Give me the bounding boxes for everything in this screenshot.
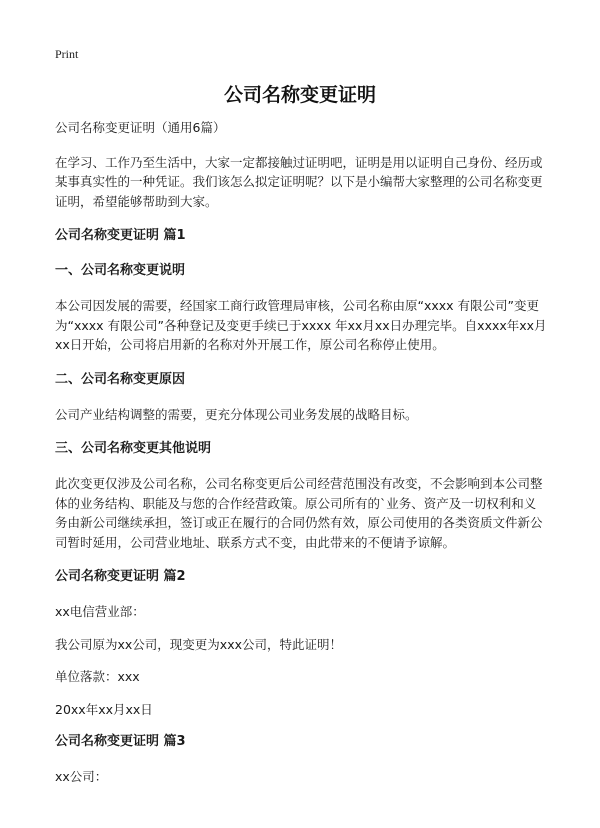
section-2-text: 公司产业结构调整的需要，更充分体现公司业务发展的战略目标。 [55,406,418,422]
document-subtitle: 公司名称变更证明（通用6篇） [55,120,226,135]
section-3-text: 此次变更仅涉及公司名称，公司名称变更后公司经营范围没有改变，不会影响到本公司整体的业务结构、职能及与您的合作经营政策。原公司所有的`业务、资产及一切权利和义务由新公司继续承担，签订或正在履行的合同仍然有效，原公司使用的各类资质文件新公司暂时延用，公司营业地址、联系方式不变，由此带来的不便请予谅解。 [55,476,543,550]
section-1-heading: 一、公司名称变更说明 [55,263,186,278]
article-2-heading: 公司名称变更证明 篇2 [55,569,186,584]
print-link[interactable]: Print [55,47,79,61]
article-2-body: 我公司原为xx公司，现变更为xxx公司，特此证明！ [55,636,342,652]
section-3-heading: 三、公司名称变更其他说明 [55,441,212,456]
article-2-signature: 单位落款：xxx [55,669,140,684]
document-body [55,118,547,800]
section-2-heading: 二、公司名称变更原因 [55,371,186,387]
document-title: 公司名称变更证明 [223,84,376,106]
article-2-recipient: xx电信营业部： [55,604,145,619]
article-3-heading: 公司名称变更证明 篇3 [55,734,186,749]
article-1-heading: 公司名称变更证明 篇1 [55,228,186,243]
article-3-recipient: xx公司： [55,769,108,784]
intro-paragraph: 在学习、工作乃至生活中，大家一定都接触过证明吧，证明是用以证明自己身份、经历或某事真实性的一种凭证。我们该怎么拟定证明呢？以下是小编帮大家整理的公司名称变更证明，希望能够帮助到大家。 [55,154,543,209]
article-2-date: 20xx年xx月xx日 [55,701,153,717]
section-1-text: 本公司因发展的需要，经国家工商行政管理局审核，公司名称由原“xxxx 有限公司”变更为“xxxx 有限公司”各种登记及变更手续已于xxxx 年xx月xx日办理完毕。自xxxx年xx月xx日开始，公司将启用新的名称对外开展工作，原公司名称停止使用。 [55,298,547,352]
